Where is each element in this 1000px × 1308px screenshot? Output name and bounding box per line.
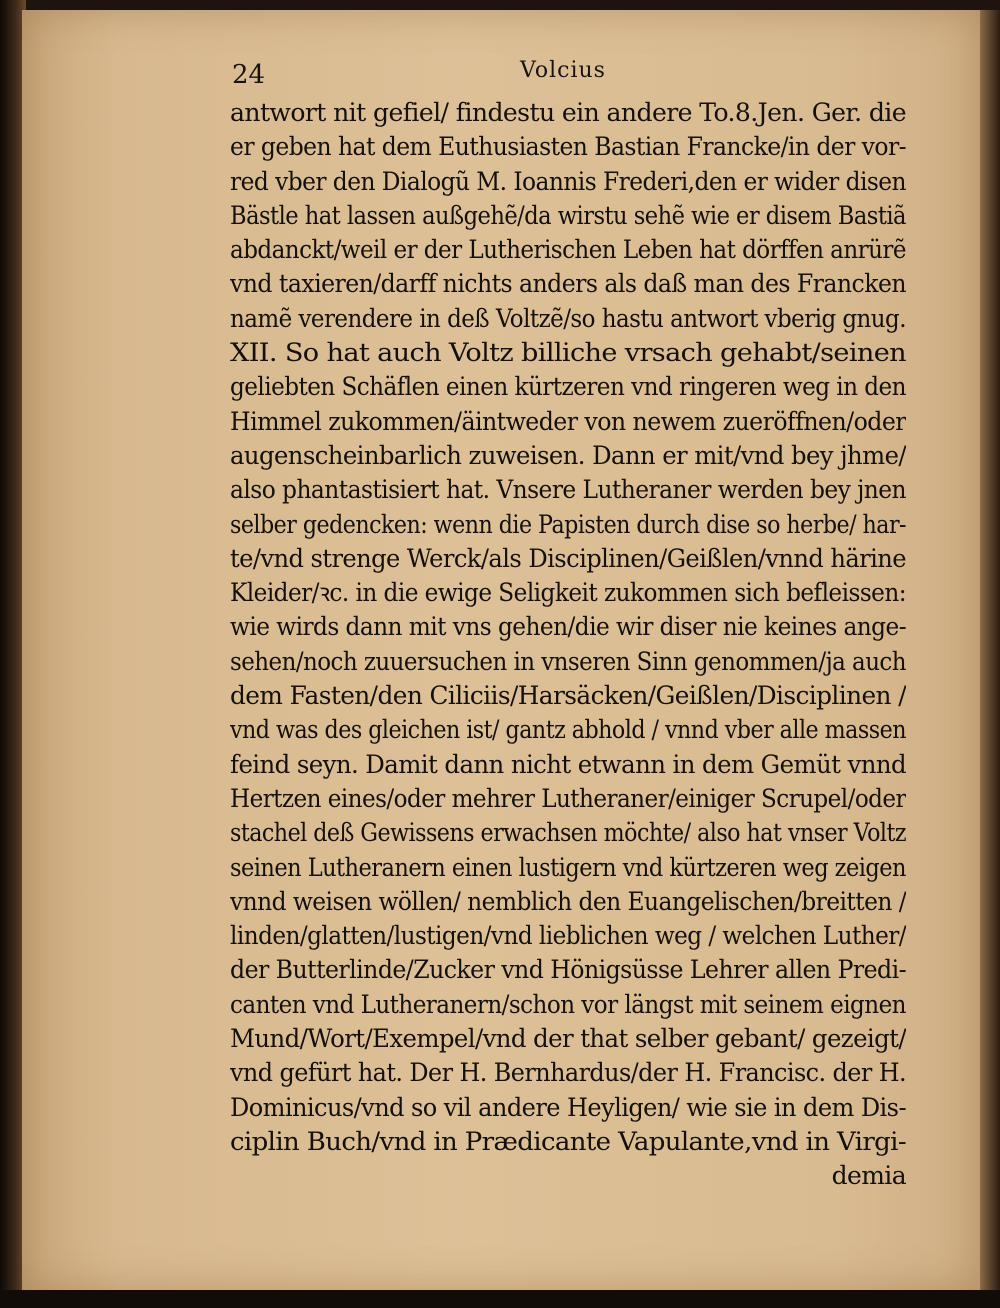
text-line: vnd was des gleichen ist/ gantz abhold / vnnd vber alle massen (230, 715, 906, 745)
page-edge (980, 10, 1000, 1290)
text-line: sehen/noch zuuersuchen in vnseren Sinn genommen/ja auch (230, 646, 906, 676)
bottom-edge (0, 1290, 1000, 1308)
text-line: dem Fasten/den Ciliciis/Harsäcken/Geißlen/Disciplinen / (230, 681, 906, 711)
text-line: er geben hat dem Euthusiasten Bastian Francke/in der vor- (230, 132, 906, 162)
text-line: stachel deß Gewissens erwachsen möchte/ also hat vnser Voltz (230, 818, 906, 848)
text-line: wie wirds dann mit vns gehen/die wir diser nie keines ange- (230, 612, 906, 642)
text-line: Hertzen eines/oder mehrer Lutheraner/einiger Scrupel/oder (230, 783, 906, 813)
body-text (230, 96, 906, 1194)
text-line: ciplin Buch/vnd in Prædicante Vapulante,vnd in Virgi- (230, 1126, 906, 1156)
text-line: canten vnd Lutheranern/schon vor längst mit seinem eignen (230, 989, 906, 1019)
text-line: Kleider/ꝛc. in die ewige Seligkeit zukommen sich befleissen: (230, 578, 906, 608)
text-line: vnnd weisen wöllen/ nemblich den Euangelischen/breitten / (230, 886, 906, 916)
text-line: augenscheinbarlich zuweisen. Dann er mit/vnd bey jhme/ (230, 440, 906, 470)
text-line: abdanckt/weil er der Lutherischen Leben hat dörffen anrürẽ (230, 235, 906, 265)
text-line: der Butterlinde/Zucker vnd Hönigsüsse Lehrer allen Predi- (230, 955, 906, 985)
page-number: 24 (232, 60, 266, 90)
text-line: red vber den Dialogũ M. Ioannis Frederi,den er wider disen (230, 166, 906, 196)
text-line: Bästle hat lassen außgehẽ/da wirstu sehẽ wie er disem Bastiã (230, 200, 906, 230)
text-line: linden/glatten/lustigen/vnd lieblichen weg / welchen Luther/ (230, 921, 906, 951)
catchword: demia (831, 1161, 906, 1191)
text-line: Himmel zukommen/äintweder von newem zueröffnen/oder (230, 406, 906, 436)
text-line: selber gedencken: wenn die Papisten durch dise so herbe/ har- (230, 509, 906, 539)
text-line: vnd gefürt hat. Der H. Bernhardus/der H. Francisc. der H. (230, 1058, 906, 1088)
text-line: Mund/Wort/Exempel/vnd der that selber gebant/ gezeigt/ (230, 1024, 906, 1054)
text-line: namẽ verendere in deß Voltzẽ/so hastu antwort vberig gnug. (230, 303, 906, 333)
text-line: XII. So hat auch Voltz billiche vrsach gehabt/seinen (230, 338, 906, 368)
text-line: feind seyn. Damit dann nicht etwann in dem Gemüt vnnd (230, 749, 906, 779)
running-head: Volcius (520, 58, 606, 83)
text-line: vnd taxieren/darff nichts anders als daß man des Francken (230, 269, 906, 299)
text-line: seinen Lutheranern einen lustigern vnd kürtzeren weg zeigen (230, 852, 906, 882)
text-line: also phantastisiert hat. Vnsere Lutheraner werden bey jnen (230, 475, 906, 505)
text-line: Dominicus/vnd so vil andere Heyligen/ wie sie in dem Dis- (230, 1092, 906, 1122)
text-line: antwort nit gefiel/ findestu ein andere To.8.Jen. Ger. die (230, 98, 906, 127)
text-line: geliebten Schäflen einen kürtzeren vnd ringeren weg in den (230, 372, 906, 402)
text-line: te/vnd strenge Werck/als Disciplinen/Geißlen/vnnd härine (230, 543, 906, 573)
